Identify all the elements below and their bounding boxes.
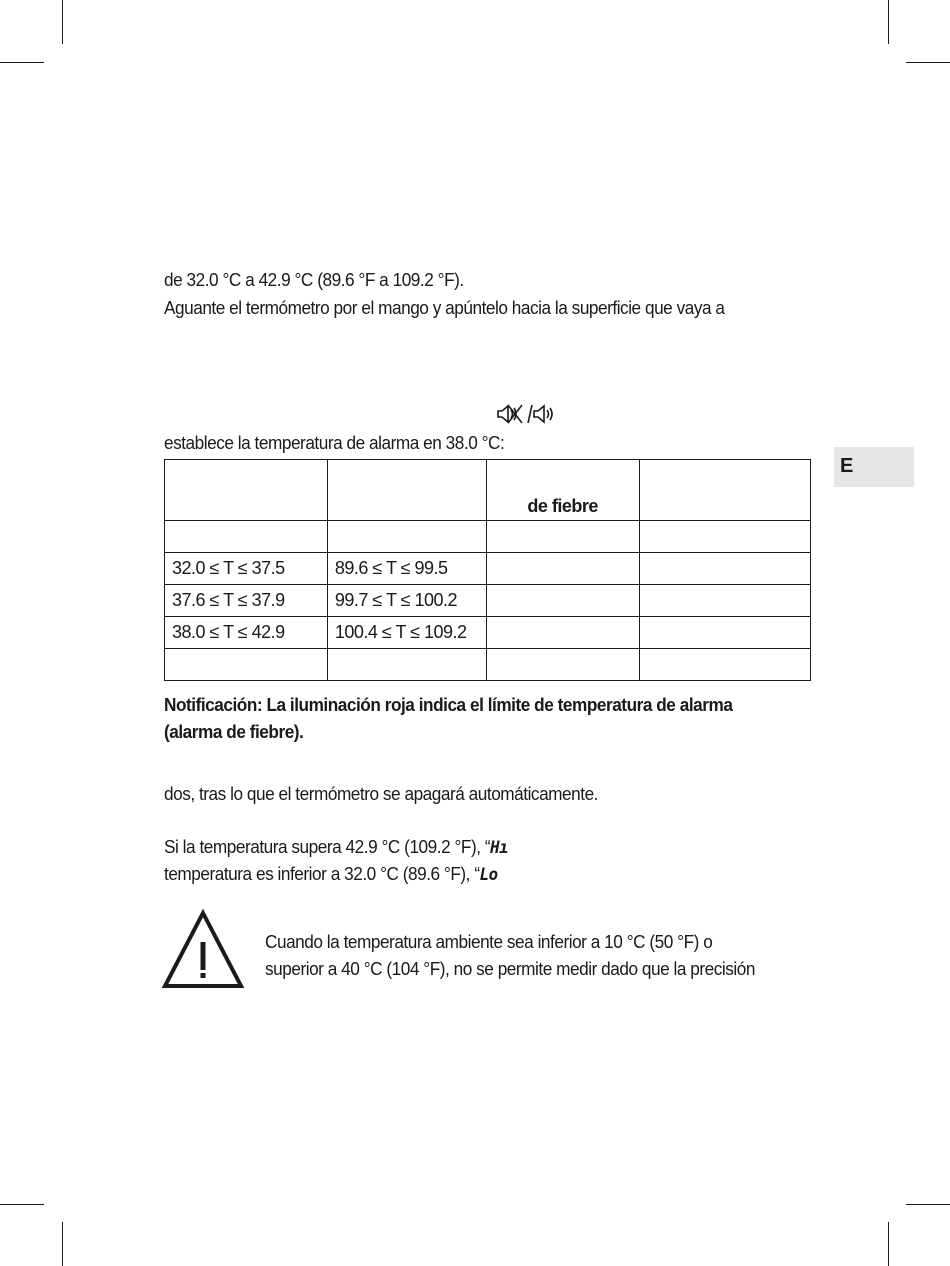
table-row <box>165 521 811 553</box>
crop-mark-top-left-horizontal <box>0 62 44 63</box>
language-tab-label: E <box>840 455 854 477</box>
table-cell <box>165 521 328 553</box>
table-cell-fahrenheit: 89.6 ≤ T ≤ 99.5 <box>327 553 486 585</box>
notification-text-line-2: (alarma de fiebre). <box>164 721 304 742</box>
high-display-code: Hı <box>490 838 509 858</box>
table-cell <box>486 649 639 681</box>
table-cell <box>327 649 486 681</box>
table-cell <box>165 649 328 681</box>
alarm-intro-text: establece la temperatura de alarma en 38.0 °C: <box>164 432 505 453</box>
table-cell <box>486 585 639 617</box>
table-cell-celsius: 37.6 ≤ T ≤ 37.9 <box>165 585 328 617</box>
table-row <box>165 585 811 617</box>
high-temp-prefix: Si la temperatura supera 42.9 °C (109.2 °F), “ <box>164 836 491 857</box>
crop-mark-bottom-left-vertical <box>62 1222 63 1266</box>
crop-mark-bottom-right-vertical <box>888 1222 889 1266</box>
table-header-cell <box>327 460 486 521</box>
crop-mark-bottom-right-horizontal <box>906 1204 950 1205</box>
table-header-cell <box>165 460 328 521</box>
table-header-cell-fever: de fiebre <box>486 460 639 521</box>
table-cell <box>639 521 810 553</box>
table-cell <box>486 553 639 585</box>
table-cell <box>486 617 639 649</box>
table-cell <box>486 521 639 553</box>
crop-mark-top-right-vertical <box>888 0 889 44</box>
auto-off-text: dos, tras lo que el termómetro se apagará automáticamente. <box>164 783 598 804</box>
table-cell <box>639 553 810 585</box>
sound-mute-toggle-icon <box>496 402 556 426</box>
table-cell-celsius: 38.0 ≤ T ≤ 42.9 <box>165 617 328 649</box>
table-cell <box>639 617 810 649</box>
table-cell <box>327 521 486 553</box>
table-cell-fahrenheit: 99.7 ≤ T ≤ 100.2 <box>327 585 486 617</box>
crop-mark-top-left-vertical <box>62 0 63 44</box>
table-cell <box>639 649 810 681</box>
low-display-code: Lo <box>479 865 498 885</box>
table-cell <box>639 585 810 617</box>
table-cell-fahrenheit: 100.4 ≤ T ≤ 109.2 <box>327 617 486 649</box>
measurement-range-text: de 32.0 °C a 42.9 °C (89.6 °F a 109.2 °F). <box>164 269 464 290</box>
table-header-row <box>165 460 811 521</box>
hold-instruction-text: Aguante el termómetro por el mango y apúntelo hacia la superficie que vaya a <box>164 297 725 318</box>
low-temp-prefix: temperatura es inferior a 32.0 °C (89.6 °F), “ <box>164 863 480 884</box>
warning-triangle-icon <box>162 909 244 989</box>
crop-mark-top-right-horizontal <box>906 62 950 63</box>
low-temp-text <box>164 860 498 889</box>
warning-text-line-2: superior a 40 °C (104 °F), no se permite medir dado que la precisión <box>265 958 755 979</box>
table-header-cell <box>639 460 810 521</box>
fever-alarm-table <box>164 459 811 681</box>
table-cell-celsius: 32.0 ≤ T ≤ 37.5 <box>165 553 328 585</box>
high-temp-text <box>164 833 508 862</box>
notification-text-line-1: Notificación: La iluminación roja indica el límite de temperatura de alarma <box>164 694 733 715</box>
warning-text-line-1: Cuando la temperatura ambiente sea inferior a 10 °C (50 °F) o <box>265 931 713 952</box>
table-row <box>165 649 811 681</box>
language-tab <box>834 447 914 487</box>
crop-mark-bottom-left-horizontal <box>0 1204 44 1205</box>
table-row <box>165 553 811 585</box>
table-row <box>165 617 811 649</box>
